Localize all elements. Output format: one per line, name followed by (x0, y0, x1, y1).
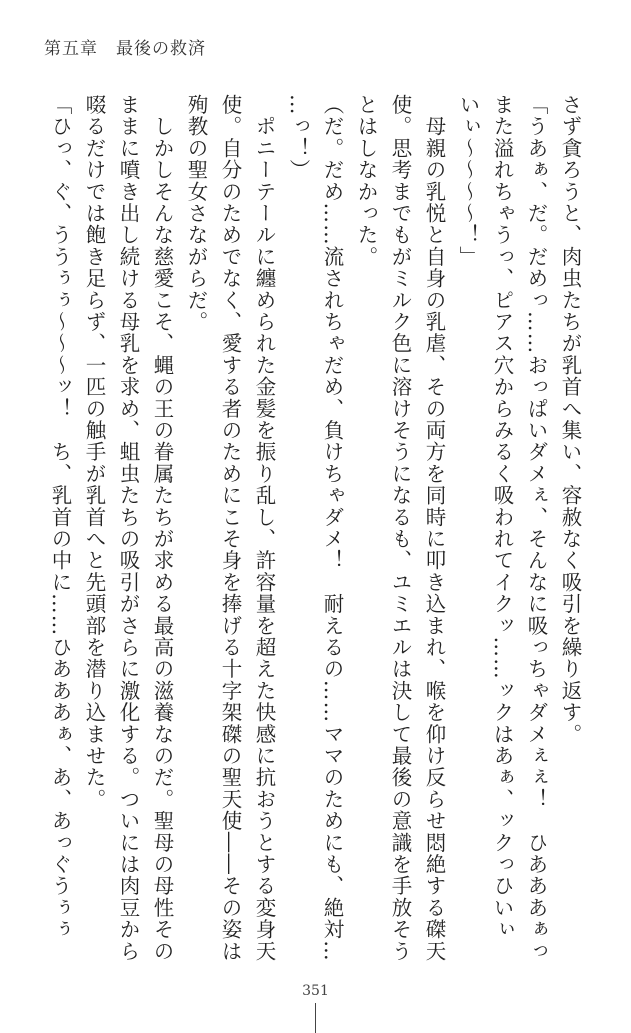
page-number-rule (315, 1003, 316, 1033)
text-line: ポニーテールに纏められた金髪を振り乱し、許容量を超えた快感に抗おうとする変身天 (252, 94, 276, 962)
text-line: 「ひっ、ぐ、ううぅぅ〜〜〜ッ！ ち、乳首の中に……ひあああぁ、あ、あっぐうぅぅ (48, 94, 72, 941)
text-line: 使。思考までもがミルク色に溶けそうになるも、ユミエルは決して最後の意識を手放そう (388, 94, 412, 962)
text-line: さず貪ろうと、肉虫たちが乳首へ集い、容赦なく吸引を繰り返す。 (558, 94, 582, 745)
text-line: また溢れちゃうっ、ピアス穴からみるく吸われてイクッ……ックはあぁ、ックっひいぃ (490, 94, 514, 941)
text-line: 母親の乳悦と自身の乳虐、その両方を同時に叩き込まれ、喉を仰け反らせ悶絶する磔天 (422, 94, 446, 963)
text-line: …っ！） (286, 94, 310, 181)
body-text (43, 94, 587, 963)
text-line: 「うあぁ、だ。だめっ……おっぱいダメぇ、そんなに吸っちゃダメぇぇ！ ひあああぁっ (524, 94, 548, 962)
text-line: いぃ〜〜〜〜！」 (456, 94, 480, 268)
text-line: ままに噴き出し続ける母乳を求め、蛆虫たちの吸引がさらに激化する。ついには肉豆から (116, 94, 140, 962)
text-line: 啜るだけでは飽き足らず、一匹の触手が乳首へと先頭部を潜り込ませた。 (82, 94, 106, 811)
text-line: 使。自分のためでなく、愛する者のためにこそ身を捧げる十字架磔の聖天使――その姿は (218, 94, 242, 962)
text-line: （だ。だめ……流されちゃだめ、負けちゃダメ！ 耐えるの……ママのためにも、絶対… (320, 94, 344, 962)
text-line: しかしそんな慈愛こそ、蝿の王の眷属たちが求める最高の滋養なのだ。聖母の母性その (150, 94, 174, 962)
text-line: とはしなかった。 (354, 94, 378, 268)
text-line: 殉教の聖女さながらだ。 (184, 94, 208, 333)
page-number: 351 (302, 983, 329, 999)
running-head: 第五章 最後の救済 (44, 39, 206, 59)
